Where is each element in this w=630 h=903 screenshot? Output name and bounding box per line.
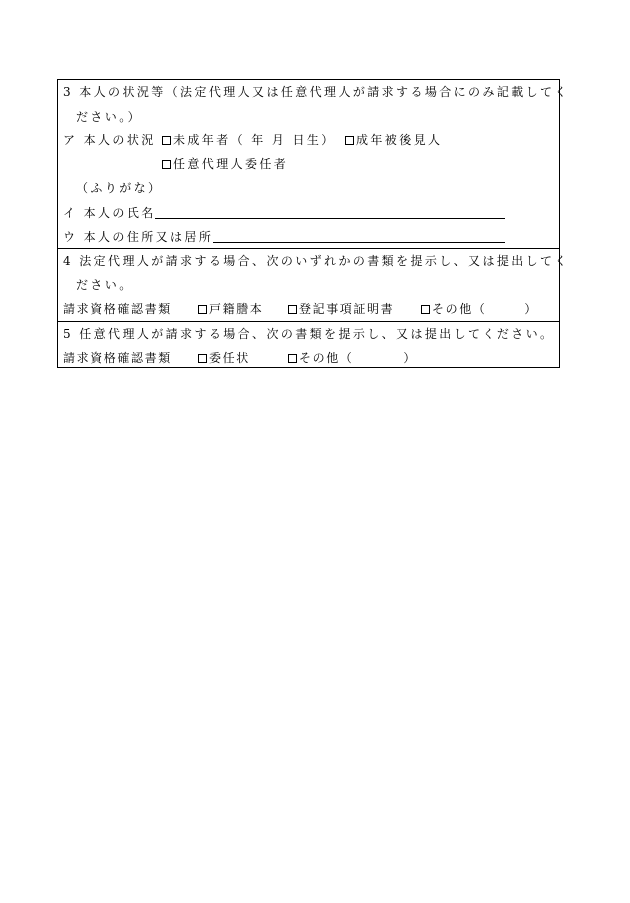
adult-ward-checkbox[interactable] bbox=[345, 136, 354, 145]
section4-doc-label: 請求資格確認書類 bbox=[63, 302, 172, 316]
family-register-checkbox[interactable] bbox=[198, 305, 207, 314]
section5-heading: 5 任意代理人が請求する場合、次の書類を提示し、又は提出してください。 bbox=[63, 327, 555, 341]
status-label: ア 本人の状況 bbox=[63, 133, 156, 147]
section5-other-close: ） bbox=[403, 351, 418, 365]
family-register-label: 戸籍謄本 bbox=[209, 302, 264, 316]
section4-other-checkbox[interactable] bbox=[421, 305, 430, 314]
section4-other-close: ） bbox=[524, 302, 539, 316]
principal-checkbox[interactable] bbox=[162, 160, 171, 169]
minor-label: 未成年者（ 年 月 日生） bbox=[173, 133, 336, 147]
section4-other-label: その他（ bbox=[432, 302, 487, 316]
name-label: イ 本人の氏名 bbox=[63, 206, 156, 220]
registry-certificate-checkbox[interactable] bbox=[288, 305, 297, 314]
section3-heading-continued: ださい。） bbox=[76, 110, 143, 124]
section5-other-option[interactable] bbox=[288, 351, 417, 365]
section4-other-option[interactable] bbox=[421, 302, 538, 316]
request-form-box bbox=[57, 79, 569, 368]
power-of-attorney-label: 委任状 bbox=[209, 351, 250, 365]
section5-doc-label: 請求資格確認書類 bbox=[63, 351, 172, 365]
section4-heading: 4 法定代理人が請求する場合、次のいずれかの書類を提示し、又は提出してく bbox=[63, 254, 569, 268]
name-field-line[interactable] bbox=[155, 218, 505, 219]
section-divider-3-4 bbox=[58, 248, 559, 249]
family-register-option[interactable] bbox=[198, 302, 263, 316]
registry-certificate-label: 登記事項証明書 bbox=[299, 302, 395, 316]
power-of-attorney-checkbox[interactable] bbox=[198, 354, 207, 363]
status-minor-option[interactable] bbox=[162, 133, 336, 147]
section3-heading: 3 本人の状況等（法定代理人又は任意代理人が請求する場合にのみ記載してく bbox=[63, 85, 569, 99]
status-adult-ward-option[interactable] bbox=[345, 133, 442, 147]
furigana-label: （ふりがな） bbox=[76, 181, 163, 195]
registry-certificate-option[interactable] bbox=[288, 302, 394, 316]
section5-other-label: その他（ bbox=[299, 351, 354, 365]
address-label: ウ 本人の住所又は居所 bbox=[63, 230, 214, 244]
adult-ward-label: 成年被後見人 bbox=[356, 133, 443, 147]
principal-label: 任意代理人委任者 bbox=[173, 157, 289, 171]
status-principal-option[interactable] bbox=[162, 157, 288, 171]
section-divider-4-5 bbox=[58, 321, 559, 322]
section4-heading-continued: ださい。 bbox=[76, 278, 134, 292]
power-of-attorney-option[interactable] bbox=[198, 351, 250, 365]
section5-other-checkbox[interactable] bbox=[288, 354, 297, 363]
address-field-line[interactable] bbox=[213, 242, 505, 243]
minor-checkbox[interactable] bbox=[162, 136, 171, 145]
